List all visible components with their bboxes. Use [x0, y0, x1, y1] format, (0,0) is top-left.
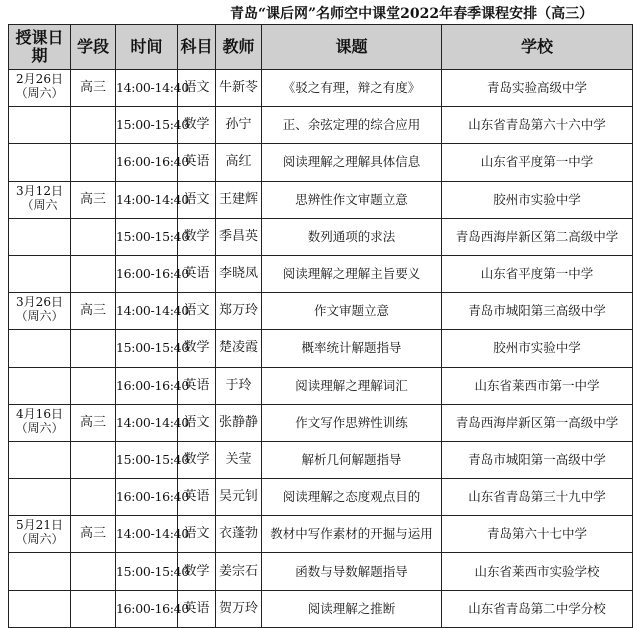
school-cell: 山东省平度第一中学 [442, 144, 633, 181]
time-cell: 16:00-16:40 [116, 590, 178, 627]
topic-cell: 数列通项的求法 [262, 218, 442, 255]
header-topic: 课题 [262, 25, 442, 70]
topic-cell: 思辨性作文审题立意 [262, 181, 442, 218]
header-subject: 科目 [178, 25, 216, 70]
time-cell: 14:00-14:40 [116, 293, 178, 330]
school-cell: 青岛市城阳第一高级中学 [442, 441, 633, 478]
school-cell: 山东省莱西市实验学校 [442, 553, 633, 590]
time-cell: 15:00-15:40 [116, 330, 178, 367]
stage-cell: 高三 [71, 181, 116, 218]
subject-cell: 英语 [178, 255, 216, 292]
topic-cell: 教材中写作素材的开掘与运用 [262, 516, 442, 553]
topic-cell: 阅读理解之理解词汇 [262, 367, 442, 404]
table-row [9, 590, 633, 627]
header-teacher: 教师 [216, 25, 262, 70]
subject-cell: 语文 [178, 70, 216, 107]
date-cell: 5月21日（周六） [9, 516, 71, 553]
time-cell: 15:00-15:40 [116, 107, 178, 144]
date-cell [9, 255, 71, 292]
subject-cell: 数学 [178, 553, 216, 590]
table-row [9, 441, 633, 478]
date-cell [9, 144, 71, 181]
time-cell: 15:00-15:40 [116, 553, 178, 590]
stage-cell: 高三 [71, 293, 116, 330]
teacher-cell: 关莹 [216, 441, 262, 478]
schedule-body [9, 70, 633, 628]
school-cell: 青岛市城阳第三高级中学 [442, 293, 633, 330]
time-cell: 14:00-14:40 [116, 181, 178, 218]
stage-cell [71, 107, 116, 144]
time-cell: 16:00-16:40 [116, 144, 178, 181]
date-cell [9, 218, 71, 255]
table-row [9, 367, 633, 404]
header-stage: 学段 [71, 25, 116, 70]
school-cell: 青岛西海岸新区第一高级中学 [442, 404, 633, 441]
topic-cell: 概率统计解题指导 [262, 330, 442, 367]
subject-cell: 语文 [178, 516, 216, 553]
subject-cell: 数学 [178, 107, 216, 144]
date-cell [9, 553, 71, 590]
topic-cell: 阅读理解之理解主旨要义 [262, 255, 442, 292]
time-cell: 16:00-16:40 [116, 367, 178, 404]
school-cell: 山东省青岛第六十六中学 [442, 107, 633, 144]
table-row [9, 330, 633, 367]
time-cell: 14:00-14:40 [116, 404, 178, 441]
schedule-table [8, 24, 633, 628]
school-cell: 青岛实验高级中学 [442, 70, 633, 107]
time-cell: 15:00-15:40 [116, 218, 178, 255]
school-cell: 青岛第六十七中学 [442, 516, 633, 553]
subject-cell: 英语 [178, 367, 216, 404]
subject-cell: 英语 [178, 144, 216, 181]
topic-cell: 函数与导数解题指导 [262, 553, 442, 590]
stage-cell [71, 330, 116, 367]
stage-cell: 高三 [71, 516, 116, 553]
school-cell: 山东省莱西市第一中学 [442, 367, 633, 404]
teacher-cell: 衣蓬勃 [216, 516, 262, 553]
school-cell: 青岛西海岸新区第二高级中学 [442, 218, 633, 255]
subject-cell: 数学 [178, 441, 216, 478]
teacher-cell: 李晓凤 [216, 255, 262, 292]
header-date: 授课日期 [9, 25, 71, 70]
date-cell: 3月26日（周六） [9, 293, 71, 330]
header-school: 学校 [442, 25, 633, 70]
subject-cell: 英语 [178, 479, 216, 516]
stage-cell [71, 218, 116, 255]
teacher-cell: 姜宗石 [216, 553, 262, 590]
teacher-cell: 高红 [216, 144, 262, 181]
topic-cell: 作文审题立意 [262, 293, 442, 330]
school-cell: 山东省青岛第二中学分校 [442, 590, 633, 627]
school-cell: 胶州市实验中学 [442, 330, 633, 367]
stage-cell [71, 144, 116, 181]
school-cell: 山东省青岛第三十九中学 [442, 479, 633, 516]
header-time: 时间 [116, 25, 178, 70]
teacher-cell: 吴元钊 [216, 479, 262, 516]
table-row [9, 181, 633, 218]
time-cell: 16:00-16:40 [116, 255, 178, 292]
table-row [9, 70, 633, 107]
subject-cell: 语文 [178, 293, 216, 330]
table-row [9, 107, 633, 144]
stage-cell: 高三 [71, 70, 116, 107]
time-cell: 15:00-15:40 [116, 441, 178, 478]
teacher-cell: 张静静 [216, 404, 262, 441]
date-cell [9, 367, 71, 404]
stage-cell: 高三 [71, 404, 116, 441]
date-cell: 3月12日（周六 [9, 181, 71, 218]
table-row [9, 516, 633, 553]
table-row [9, 218, 633, 255]
stage-cell [71, 441, 116, 478]
subject-cell: 语文 [178, 181, 216, 218]
page-title: 青岛“课后网”名师空中课堂2022年春季课程安排（高三） [230, 6, 594, 22]
teacher-cell: 于玲 [216, 367, 262, 404]
table-row [9, 404, 633, 441]
stage-cell [71, 367, 116, 404]
topic-cell: 解析几何解题指导 [262, 441, 442, 478]
subject-cell: 语文 [178, 404, 216, 441]
topic-cell: 阅读理解之推断 [262, 590, 442, 627]
school-cell: 山东省平度第一中学 [442, 255, 633, 292]
table-row [9, 479, 633, 516]
stage-cell [71, 553, 116, 590]
time-cell: 14:00-14:40 [116, 516, 178, 553]
subject-cell: 英语 [178, 590, 216, 627]
topic-cell: 正、余弦定理的综合应用 [262, 107, 442, 144]
teacher-cell: 牛新苓 [216, 70, 262, 107]
teacher-cell: 季昌英 [216, 218, 262, 255]
date-cell [9, 479, 71, 516]
topic-cell: 《驳之有理，辩之有度》 [262, 70, 442, 107]
date-cell: 2月26日（周六） [9, 70, 71, 107]
date-cell [9, 107, 71, 144]
topic-cell: 作文写作思辨性训练 [262, 404, 442, 441]
date-cell [9, 590, 71, 627]
table-row [9, 553, 633, 590]
stage-cell [71, 255, 116, 292]
stage-cell [71, 479, 116, 516]
subject-cell: 数学 [178, 330, 216, 367]
date-cell [9, 441, 71, 478]
subject-cell: 数学 [178, 218, 216, 255]
topic-cell: 阅读理解之理解具体信息 [262, 144, 442, 181]
teacher-cell: 孙宁 [216, 107, 262, 144]
topic-cell: 阅读理解之态度观点目的 [262, 479, 442, 516]
stage-cell [71, 590, 116, 627]
table-row [9, 293, 633, 330]
teacher-cell: 贺万玲 [216, 590, 262, 627]
header-row [9, 25, 633, 70]
time-cell: 16:00-16:40 [116, 479, 178, 516]
school-cell: 胶州市实验中学 [442, 181, 633, 218]
table-row [9, 144, 633, 181]
teacher-cell: 郑万玲 [216, 293, 262, 330]
time-cell: 14:00-14:40 [116, 70, 178, 107]
teacher-cell: 王建辉 [216, 181, 262, 218]
teacher-cell: 楚凌霞 [216, 330, 262, 367]
date-cell [9, 330, 71, 367]
date-cell: 4月16日（周六） [9, 404, 71, 441]
table-row [9, 255, 633, 292]
